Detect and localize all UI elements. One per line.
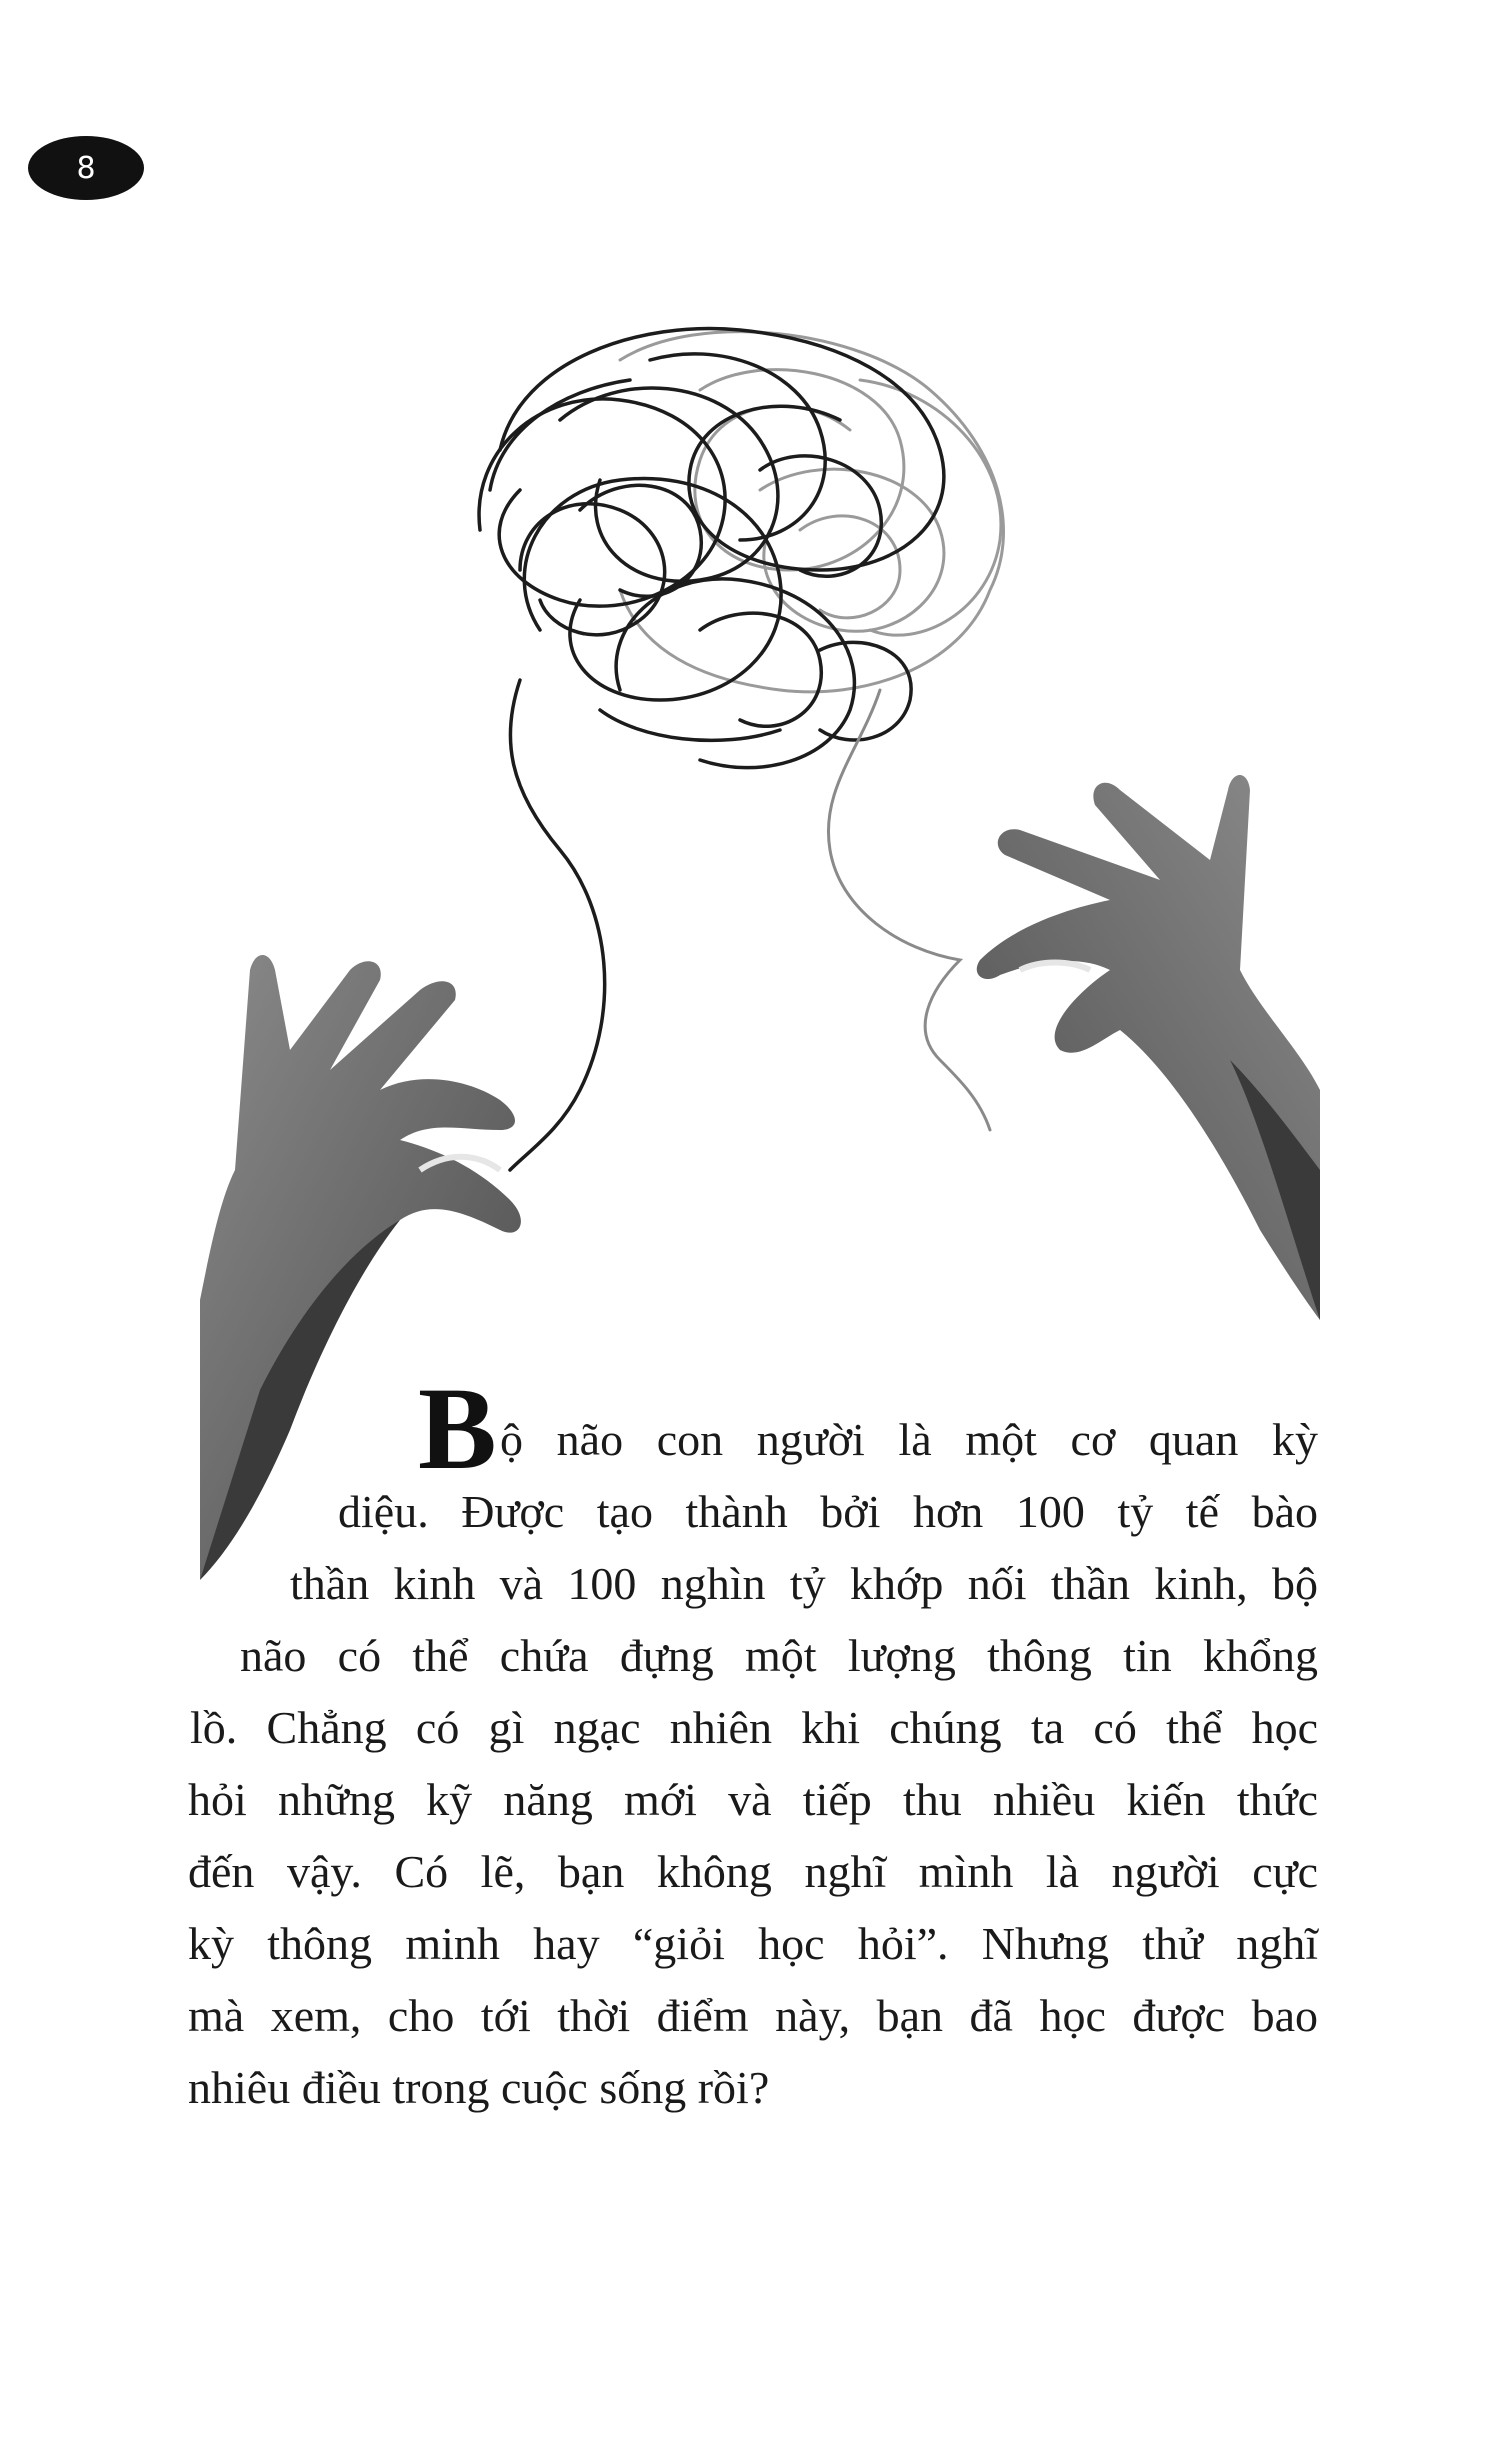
paragraph-line: lồ. Chẳng có gì ngạc nhiên khi chúng ta có thể học [190, 1702, 1318, 1753]
thread-ball [479, 329, 1003, 1171]
paragraph-line: hỏi những kỹ năng mới và tiếp thu nhiều kiến thức [188, 1774, 1318, 1825]
paragraph-line: não có thể chứa đựng một lượng thông tin khổng [240, 1630, 1318, 1681]
right-hand [977, 775, 1320, 1320]
body-paragraph [0, 1363, 1488, 2230]
paragraph-line: diệu. Được tạo thành bởi hơn 100 tỷ tế bào [338, 1486, 1318, 1537]
paragraph-line: kỳ thông minh hay “giỏi học hỏi”. Nhưng thử nghĩ [188, 1918, 1318, 1969]
paragraph-line: đến vậy. Có lẽ, bạn không nghĩ mình là người cực [188, 1846, 1318, 1897]
page-number: 8 [76, 150, 96, 186]
paragraph-line: thần kinh và 100 nghìn tỷ khớp nối thần kinh, bộ [290, 1558, 1318, 1609]
paragraph-line: nhiêu điều trong cuộc sống rồi? [188, 2062, 770, 2113]
paragraph-line: ộ não con người là một cơ quan kỳ [500, 1414, 1318, 1465]
page-number-badge [28, 136, 144, 200]
paragraph-line: mà xem, cho tới thời điểm này, bạn đã học được bao [188, 1990, 1318, 2041]
drop-cap: B [418, 1363, 497, 1494]
